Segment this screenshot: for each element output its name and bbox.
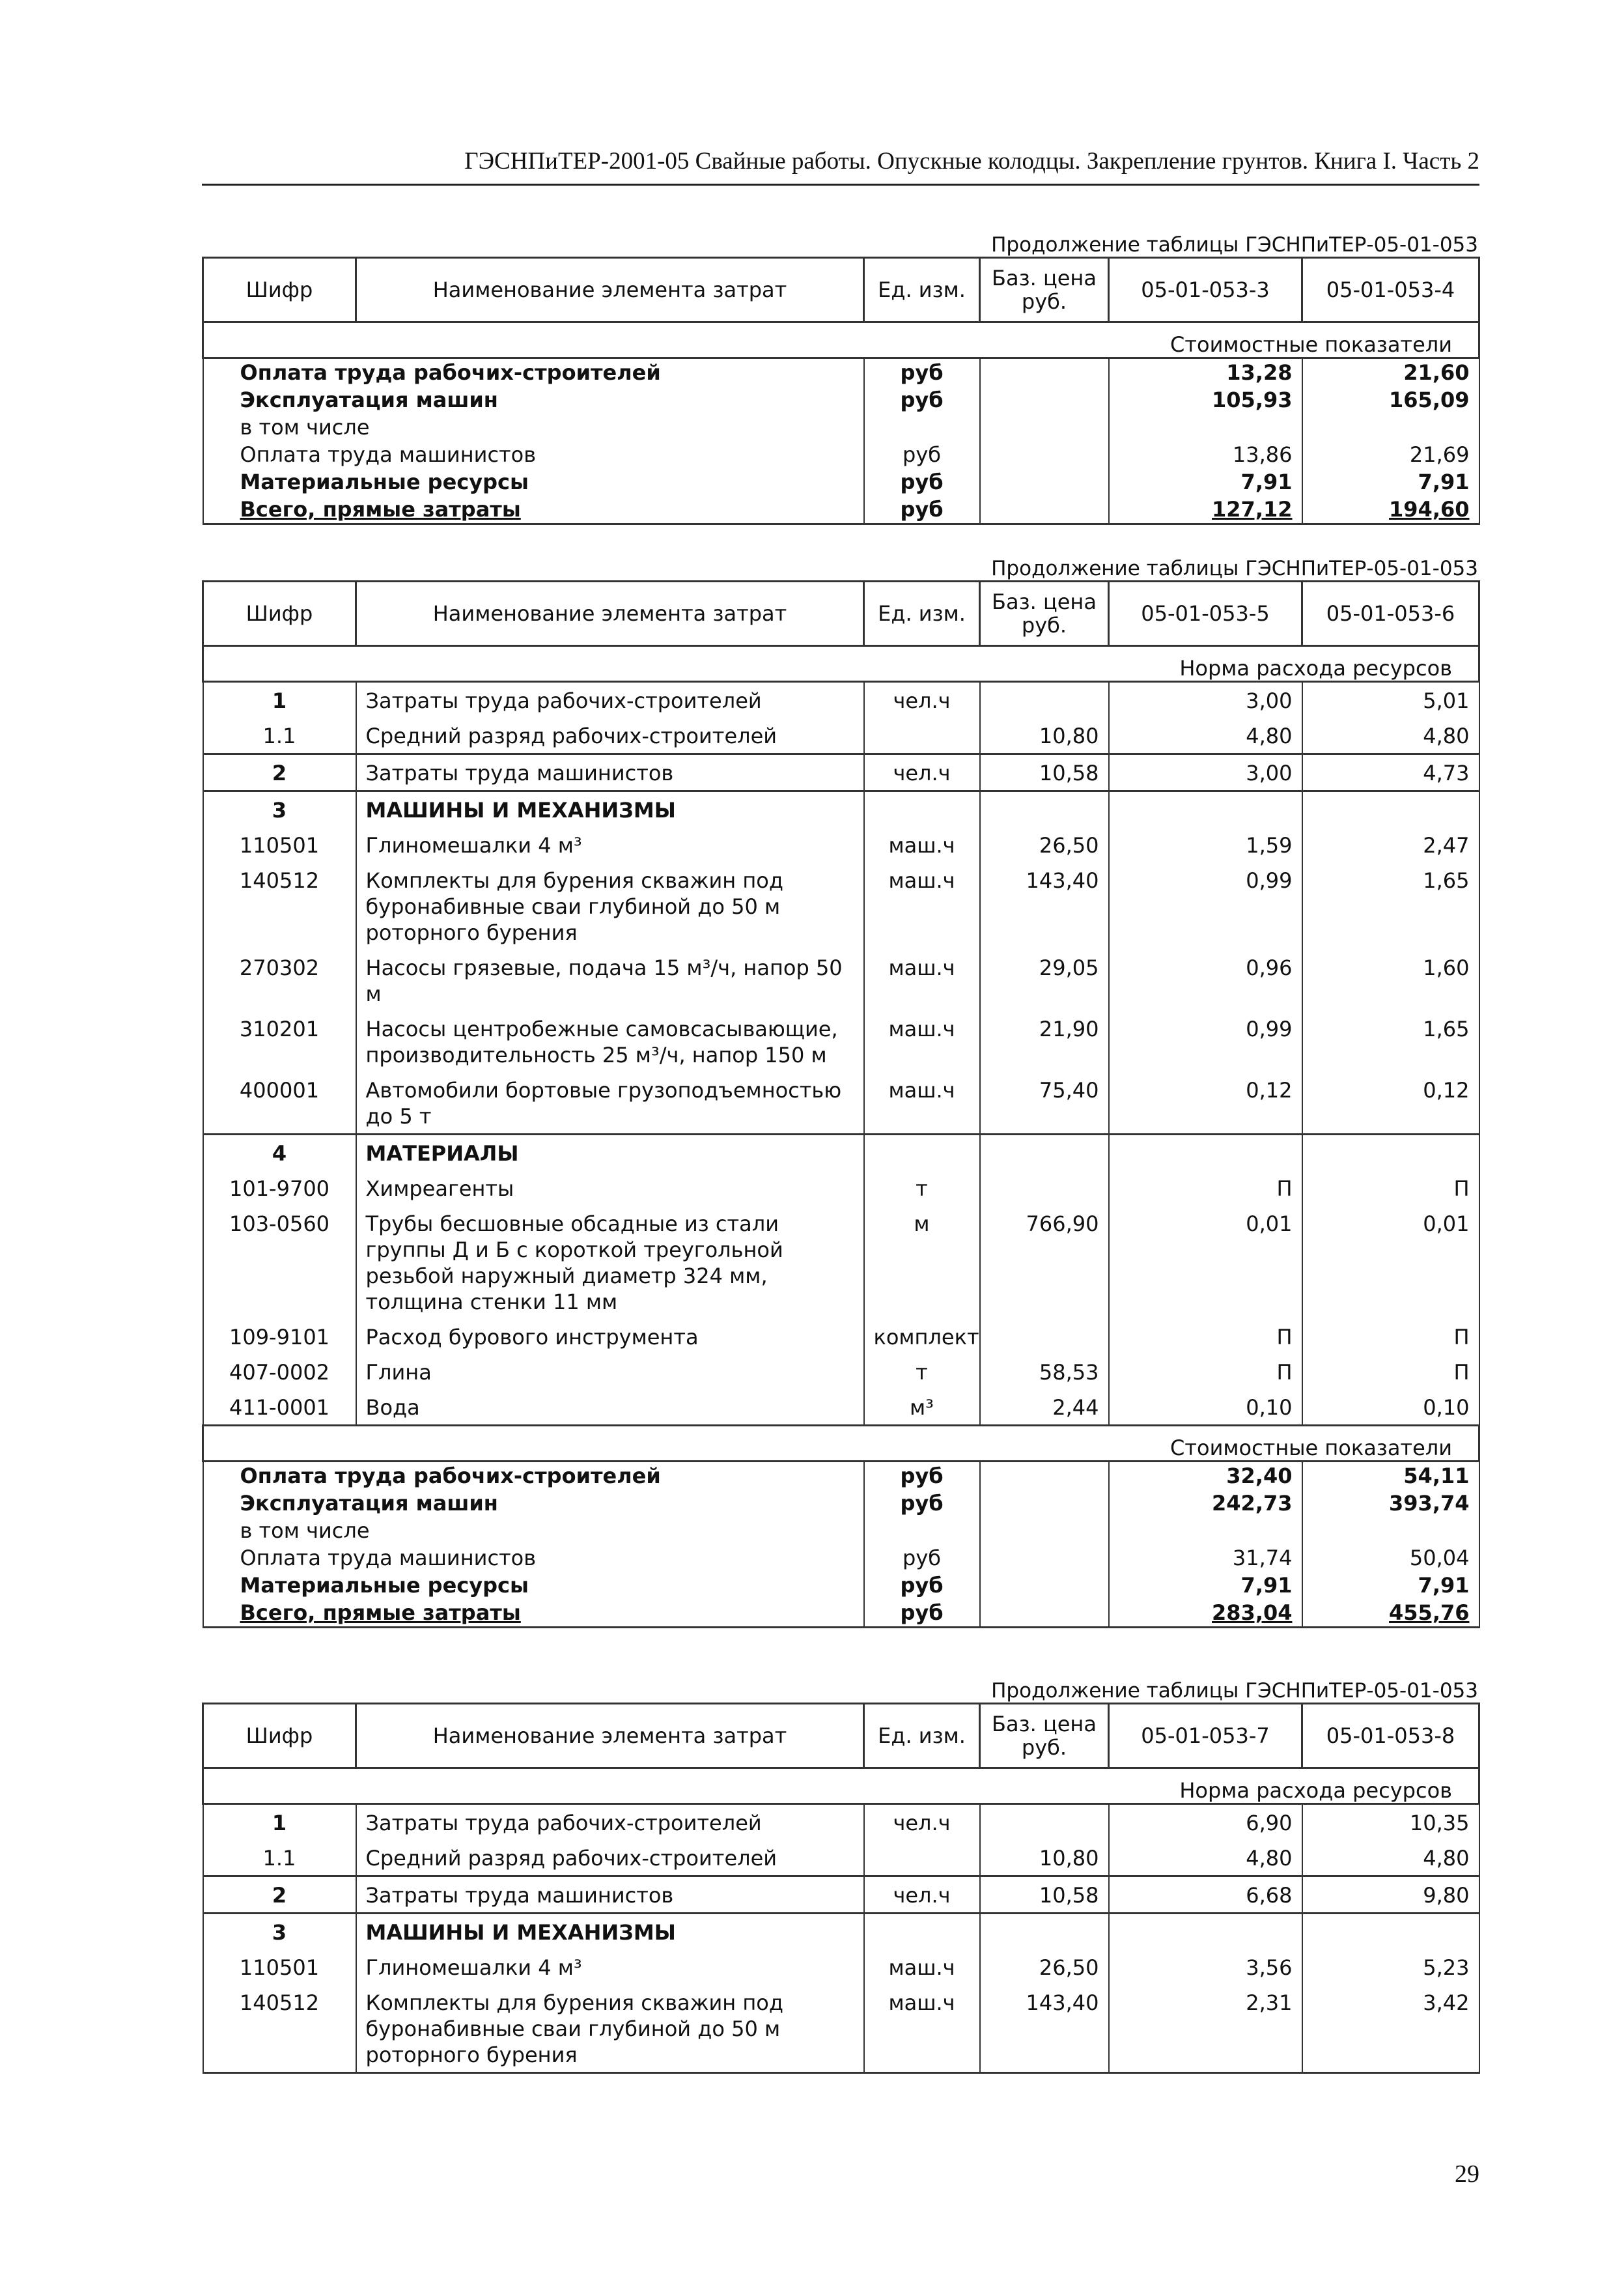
resource-unit: чел.ч: [864, 754, 980, 791]
resource-unit: комплект: [864, 1319, 980, 1354]
summary-value-1: 7,91: [1109, 468, 1302, 496]
resource-code: 2: [203, 1876, 356, 1914]
table-2-continuation: Продолжение таблицы ГЭСНПиТЕР-05-01-053: [991, 557, 1478, 580]
summary-label: в том числе: [203, 1517, 864, 1544]
resource-unit: маш.ч: [864, 1011, 980, 1072]
header-row: [203, 258, 1479, 322]
summary-unit: руб: [864, 468, 980, 496]
resource-code: 110501: [203, 1949, 356, 1985]
summary-price: [980, 441, 1109, 468]
resource-unit: маш.ч: [864, 827, 980, 862]
summary-value-1: 283,04: [1109, 1599, 1302, 1628]
resource-unit: [864, 1914, 980, 1950]
resource-unit: т: [864, 1170, 980, 1206]
resource-value-2: 9,80: [1302, 1876, 1479, 1914]
summary-value-2: 7,91: [1302, 468, 1479, 496]
resource-price: [980, 791, 1109, 828]
summary-value-2: [1302, 1517, 1479, 1544]
summary-value-1: 242,73: [1109, 1490, 1302, 1517]
summary-value-1: [1109, 414, 1302, 441]
resource-value-2: П: [1302, 1170, 1479, 1206]
column-header-unit: Ед. изм.: [864, 582, 980, 646]
summary-price: [980, 358, 1109, 387]
column-header-name: Наименование элемента затрат: [356, 258, 864, 322]
summary-unit: руб: [864, 441, 980, 468]
resource-unit: чел.ч: [864, 1804, 980, 1841]
summary-price: [980, 1544, 1109, 1572]
resource-value-2: 0,10: [1302, 1389, 1479, 1426]
resource-code: 1: [203, 682, 356, 718]
summary-value-2: 455,76: [1302, 1599, 1479, 1628]
resource-price: [980, 1804, 1109, 1841]
resource-unit: маш.ч: [864, 1949, 980, 1985]
resource-row: [203, 682, 1479, 718]
summary-unit: [864, 414, 980, 441]
column-header-unit: Ед. изм.: [864, 258, 980, 322]
resource-row: [203, 827, 1479, 862]
resource-row: [203, 950, 1479, 1011]
summary-row: [203, 468, 1479, 496]
resource-code: 310201: [203, 1011, 356, 1072]
resource-value-2: [1302, 1914, 1479, 1950]
resource-unit: т: [864, 1354, 980, 1389]
section-title: Норма расхода ресурсов: [203, 1768, 1479, 1804]
summary-price: [980, 1572, 1109, 1599]
resource-value-1: 0,10: [1109, 1389, 1302, 1426]
resource-name: Химреагенты: [356, 1170, 864, 1206]
resource-code: 270302: [203, 950, 356, 1011]
summary-price: [980, 386, 1109, 414]
summary-label: Оплата труда машинистов: [203, 1544, 864, 1572]
resource-row: [203, 754, 1479, 791]
resource-unit: м³: [864, 1389, 980, 1426]
resource-value-1: [1109, 1135, 1302, 1171]
summary-value-1: 127,12: [1109, 496, 1302, 524]
resource-value-1: 4,80: [1109, 718, 1302, 754]
resource-value-1: 6,68: [1109, 1876, 1302, 1914]
summary-value-2: 7,91: [1302, 1572, 1479, 1599]
resource-value-1: 6,90: [1109, 1804, 1302, 1841]
column-header-norm-1: 05-01-053-3: [1109, 258, 1302, 322]
resource-name: Комплекты для бурения скважин под буронабивные сваи глубиной до 50 м роторного бурения: [356, 862, 864, 950]
resource-value-1: 4,80: [1109, 1840, 1302, 1876]
section-row: [203, 646, 1479, 682]
resource-row: [203, 1206, 1479, 1319]
summary-row: [203, 1572, 1479, 1599]
summary-value-2: 194,60: [1302, 496, 1479, 524]
summary-value-2: 393,74: [1302, 1490, 1479, 1517]
resource-row: [203, 791, 1479, 828]
resource-row: [203, 1319, 1479, 1354]
resource-value-2: [1302, 791, 1479, 828]
resource-value-2: 1,65: [1302, 1011, 1479, 1072]
column-header-price: Баз. цена руб.: [980, 1704, 1109, 1768]
resource-name: Расход бурового инструмента: [356, 1319, 864, 1354]
resource-code: 400001: [203, 1072, 356, 1135]
summary-value-2: [1302, 414, 1479, 441]
resource-name: Насосы центробежные самовсасывающие, производительность 25 м³/ч, напор 150 м: [356, 1011, 864, 1072]
section-title: Стоимостные показатели: [203, 1426, 1479, 1462]
resource-code: 407-0002: [203, 1354, 356, 1389]
resource-code: 411-0001: [203, 1389, 356, 1426]
summary-row: [203, 1462, 1479, 1490]
header-row: [203, 1704, 1479, 1768]
resource-name: Затраты труда машинистов: [356, 1876, 864, 1914]
resource-value-2: 10,35: [1302, 1804, 1479, 1841]
resource-price: 75,40: [980, 1072, 1109, 1135]
resource-name: Глиномешалки 4 м³: [356, 827, 864, 862]
resource-name: Средний разряд рабочих-строителей: [356, 1840, 864, 1876]
resource-value-1: 0,12: [1109, 1072, 1302, 1135]
resource-unit: маш.ч: [864, 862, 980, 950]
summary-value-1: 31,74: [1109, 1544, 1302, 1572]
resource-unit: [864, 1135, 980, 1171]
summary-value-2: 21,60: [1302, 358, 1479, 387]
resource-row: [203, 1389, 1479, 1426]
column-header-norm-2: 05-01-053-4: [1302, 258, 1479, 322]
resource-code: 1.1: [203, 1840, 356, 1876]
resource-price: 58,53: [980, 1354, 1109, 1389]
resource-price: 10,80: [980, 1840, 1109, 1876]
resource-value-2: 1,65: [1302, 862, 1479, 950]
summary-label: в том числе: [203, 414, 864, 441]
table-3-resources: [202, 1703, 1480, 2074]
resource-value-1: П: [1109, 1319, 1302, 1354]
section-row: [203, 1768, 1479, 1804]
resource-unit: чел.ч: [864, 1876, 980, 1914]
resource-code: 3: [203, 1914, 356, 1950]
resource-code: 3: [203, 791, 356, 828]
summary-value-1: 105,93: [1109, 386, 1302, 414]
resource-price: [980, 1170, 1109, 1206]
column-header-code: Шифр: [203, 1704, 356, 1768]
resource-unit: маш.ч: [864, 1985, 980, 2073]
resource-value-2: 5,23: [1302, 1949, 1479, 1985]
resource-price: 10,58: [980, 754, 1109, 791]
header-row: [203, 582, 1479, 646]
summary-label: Эксплуатация машин: [203, 1490, 864, 1517]
resource-code: 1.1: [203, 718, 356, 754]
resource-price: 26,50: [980, 1949, 1109, 1985]
resource-row: [203, 1804, 1479, 1841]
resource-value-2: 3,42: [1302, 1985, 1479, 2073]
resource-value-1: 2,31: [1109, 1985, 1302, 2073]
resource-price: 26,50: [980, 827, 1109, 862]
resource-code: 101-9700: [203, 1170, 356, 1206]
resource-price: 2,44: [980, 1389, 1109, 1426]
resource-name: Затраты труда рабочих-строителей: [356, 1804, 864, 1841]
resource-unit: [864, 1840, 980, 1876]
summary-value-2: 54,11: [1302, 1462, 1479, 1490]
column-header-code: Шифр: [203, 582, 356, 646]
resource-row: [203, 862, 1479, 950]
resource-code: 109-9101: [203, 1319, 356, 1354]
resource-name: Затраты труда рабочих-строителей: [356, 682, 864, 718]
section-row: [203, 322, 1479, 358]
resource-unit: чел.ч: [864, 682, 980, 718]
resource-name: МАШИНЫ И МЕХАНИЗМЫ: [356, 791, 864, 828]
summary-unit: [864, 1517, 980, 1544]
resource-unit: м: [864, 1206, 980, 1319]
summary-row: [203, 1544, 1479, 1572]
resource-value-1: 3,00: [1109, 682, 1302, 718]
summary-value-1: 13,86: [1109, 441, 1302, 468]
resource-value-2: 5,01: [1302, 682, 1479, 718]
resource-price: 143,40: [980, 862, 1109, 950]
summary-unit: руб: [864, 1544, 980, 1572]
section-title: Стоимостные показатели: [203, 322, 1479, 358]
resource-row: [203, 1072, 1479, 1135]
summary-label: Оплата труда машинистов: [203, 441, 864, 468]
column-header-norm-2: 05-01-053-6: [1302, 582, 1479, 646]
resource-row: [203, 1876, 1479, 1914]
summary-unit: руб: [864, 358, 980, 387]
resource-price: [980, 1135, 1109, 1171]
summary-price: [980, 1517, 1109, 1544]
summary-label: Оплата труда рабочих-строителей: [203, 358, 864, 387]
resource-price: 29,05: [980, 950, 1109, 1011]
resource-value-2: 0,01: [1302, 1206, 1479, 1319]
summary-row: [203, 386, 1479, 414]
resource-code: 103-0560: [203, 1206, 356, 1319]
resource-row: [203, 1840, 1479, 1876]
resource-row: [203, 1170, 1479, 1206]
resource-price: 766,90: [980, 1206, 1109, 1319]
resource-value-2: 1,60: [1302, 950, 1479, 1011]
summary-row: [203, 496, 1479, 524]
summary-unit: руб: [864, 1490, 980, 1517]
resource-price: [980, 682, 1109, 718]
table-1-continuation: Продолжение таблицы ГЭСНПиТЕР-05-01-053: [991, 233, 1478, 257]
resource-value-1: [1109, 791, 1302, 828]
resource-value-1: 0,99: [1109, 1011, 1302, 1072]
table-2-resources: [202, 580, 1480, 1628]
resource-value-2: [1302, 1135, 1479, 1171]
column-header-price: Баз. цена руб.: [980, 582, 1109, 646]
summary-price: [980, 468, 1109, 496]
resource-row: [203, 1914, 1479, 1950]
summary-value-2: 50,04: [1302, 1544, 1479, 1572]
column-header-price: Баз. цена руб.: [980, 258, 1109, 322]
resource-row: [203, 1354, 1479, 1389]
resource-name: МАШИНЫ И МЕХАНИЗМЫ: [356, 1914, 864, 1950]
resource-value-1: 3,00: [1109, 754, 1302, 791]
resource-code: 2: [203, 754, 356, 791]
resource-code: 140512: [203, 1985, 356, 2073]
resource-name: Глина: [356, 1354, 864, 1389]
resource-value-1: 0,96: [1109, 950, 1302, 1011]
summary-price: [980, 1462, 1109, 1490]
summary-value-2: 21,69: [1302, 441, 1479, 468]
summary-label: Материальные ресурсы: [203, 468, 864, 496]
table-1-costs: [202, 257, 1480, 525]
column-header-name: Наименование элемента затрат: [356, 1704, 864, 1768]
running-header: ГЭСНПиТЕР-2001-05 Свайные работы. Опускные колодцы. Закрепление грунтов. Книга I. Часть 2: [202, 147, 1479, 186]
resource-name: Глиномешалки 4 м³: [356, 1949, 864, 1985]
resource-row: [203, 1011, 1479, 1072]
summary-value-1: [1109, 1517, 1302, 1544]
resource-row: [203, 1985, 1479, 2073]
resource-unit: маш.ч: [864, 1072, 980, 1135]
summary-price: [980, 496, 1109, 524]
summary-price: [980, 414, 1109, 441]
resource-price: 143,40: [980, 1985, 1109, 2073]
summary-label: Всего, прямые затраты: [203, 496, 864, 524]
resource-unit: [864, 718, 980, 754]
resource-value-2: 2,47: [1302, 827, 1479, 862]
summary-label: Материальные ресурсы: [203, 1572, 864, 1599]
summary-row: [203, 1490, 1479, 1517]
resource-value-2: 4,80: [1302, 718, 1479, 754]
column-header-norm-2: 05-01-053-8: [1302, 1704, 1479, 1768]
summary-row: [203, 1599, 1479, 1628]
summary-price: [980, 1490, 1109, 1517]
column-header-name: Наименование элемента затрат: [356, 582, 864, 646]
resource-row: [203, 1949, 1479, 1985]
resource-price: 10,80: [980, 718, 1109, 754]
summary-unit: руб: [864, 1462, 980, 1490]
resource-value-1: П: [1109, 1354, 1302, 1389]
resource-name: Трубы бесшовные обсадные из стали группы Д и Б с короткой треугольной резьбой наружный диаметр 324 мм, толщина стенки 11 мм: [356, 1206, 864, 1319]
resource-name: Комплекты для бурения скважин под буронабивные сваи глубиной до 50 м роторного бурения: [356, 1985, 864, 2073]
summary-label: Всего, прямые затраты: [203, 1599, 864, 1628]
resource-name: Насосы грязевые, подача 15 м³/ч, напор 50 м: [356, 950, 864, 1011]
resource-code: 4: [203, 1135, 356, 1171]
column-header-norm-1: 05-01-053-7: [1109, 1704, 1302, 1768]
column-header-code: Шифр: [203, 258, 356, 322]
resource-value-1: 3,56: [1109, 1949, 1302, 1985]
summary-row: [203, 441, 1479, 468]
summary-row: [203, 358, 1479, 387]
summary-value-1: 32,40: [1109, 1462, 1302, 1490]
summary-label: Эксплуатация машин: [203, 386, 864, 414]
resource-value-2: 4,73: [1302, 754, 1479, 791]
resource-value-1: [1109, 1914, 1302, 1950]
resource-price: [980, 1319, 1109, 1354]
summary-price: [980, 1599, 1109, 1628]
resource-value-2: 0,12: [1302, 1072, 1479, 1135]
section-title: Норма расхода ресурсов: [203, 646, 1479, 682]
summary-value-1: 13,28: [1109, 358, 1302, 387]
summary-unit: руб: [864, 1572, 980, 1599]
resource-name: Автомобили бортовые грузоподъемностью до 5 т: [356, 1072, 864, 1135]
table-3-continuation: Продолжение таблицы ГЭСНПиТЕР-05-01-053: [991, 1679, 1478, 1703]
summary-label: Оплата труда рабочих-строителей: [203, 1462, 864, 1490]
resource-code: 110501: [203, 827, 356, 862]
resource-value-1: 1,59: [1109, 827, 1302, 862]
resource-name: Затраты труда машинистов: [356, 754, 864, 791]
page-number: 29: [1455, 2160, 1479, 2188]
resource-value-1: 0,99: [1109, 862, 1302, 950]
resource-code: 140512: [203, 862, 356, 950]
resource-value-2: 4,80: [1302, 1840, 1479, 1876]
resource-value-1: П: [1109, 1170, 1302, 1206]
resource-name: Средний разряд рабочих-строителей: [356, 718, 864, 754]
summary-value-2: 165,09: [1302, 386, 1479, 414]
resource-value-1: 0,01: [1109, 1206, 1302, 1319]
resource-unit: маш.ч: [864, 950, 980, 1011]
summary-row: [203, 414, 1479, 441]
summary-unit: руб: [864, 1599, 980, 1628]
resource-name: МАТЕРИАЛЫ: [356, 1135, 864, 1171]
resource-value-2: П: [1302, 1319, 1479, 1354]
column-header-unit: Ед. изм.: [864, 1704, 980, 1768]
resource-code: 1: [203, 1804, 356, 1841]
resource-price: 21,90: [980, 1011, 1109, 1072]
resource-name: Вода: [356, 1389, 864, 1426]
resource-value-2: П: [1302, 1354, 1479, 1389]
resource-price: 10,58: [980, 1876, 1109, 1914]
resource-price: [980, 1914, 1109, 1950]
summary-unit: руб: [864, 496, 980, 524]
summary-row: [203, 1517, 1479, 1544]
summary-value-1: 7,91: [1109, 1572, 1302, 1599]
resource-row: [203, 1135, 1479, 1171]
column-header-norm-1: 05-01-053-5: [1109, 582, 1302, 646]
resource-row: [203, 718, 1479, 754]
resource-unit: [864, 791, 980, 828]
section-row: [203, 1426, 1479, 1462]
summary-unit: руб: [864, 386, 980, 414]
